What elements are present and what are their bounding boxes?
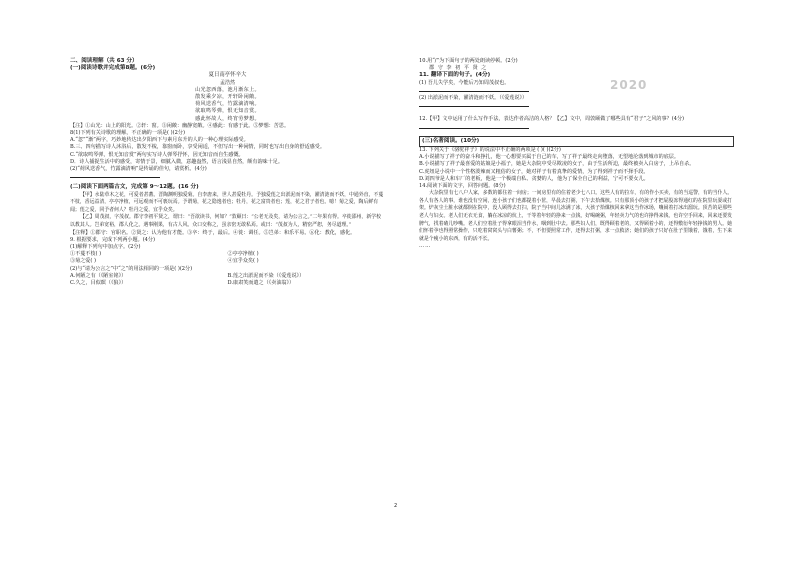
right-column — [419, 58, 734, 528]
q10-sentence: 郡 守 李 初 平 贤 之 — [429, 65, 488, 72]
answer-line[interactable] — [419, 124, 734, 132]
question-11: 11. 翻译下面的句子。(4分) — [419, 72, 491, 79]
option: D.刘四爷是人和车厂的老板，他是一个极端自私、贪婪的人，他为了保全自己的利益，宁可不要女儿。 — [419, 175, 649, 182]
option[interactable]: B.莲之出淤泥而不染（《爱莲说》） — [227, 272, 305, 279]
poem-title: 夏日南亭怀辛大 — [208, 72, 247, 79]
ellipsis: …… — [419, 243, 432, 250]
q9-word-grid — [70, 251, 385, 265]
exam-sheet — [70, 58, 734, 528]
left-column — [70, 58, 385, 528]
question-10: 10.用“/”为下面句子的两处朗读停顿。(2分) — [419, 58, 518, 64]
poem-note: 【注】①山光：山上的阳光。②轩：窗。③闲敞：幽静宽敞。④感此：有感于此。⑤梦想：苦思。 — [70, 122, 290, 129]
question-9: 9. 根据要求，完成下列两小题。(4分) — [70, 236, 156, 243]
q11-item: (2) 出淤泥而不染，濯清涟而不妖。（《爱莲说》） — [419, 95, 528, 102]
question-8a: 8(1)下列有关诗歌的理解，不正确的一项是( )(2分) — [70, 130, 185, 137]
poem-line: 欲取鸣琴弹，恨无知音赏。 — [195, 108, 260, 115]
section-3-title: (三)名著阅读。(10分) — [422, 137, 480, 144]
poem-line: 感此怀故人，终宵劳梦想。 — [195, 115, 260, 122]
poem-part-title: (一)阅读诗歌并完成第8题。(6分) — [70, 65, 156, 72]
answer-line[interactable] — [419, 87, 734, 95]
answer-line[interactable] — [70, 173, 385, 181]
option: A.“忽”“渐”两字，巧妙地传达出夕阳西下与素月东升的人的一种心理实际感受。 — [70, 137, 249, 144]
q9-word[interactable]: ①不蔓不枝( ) — [70, 251, 102, 258]
poem-line: 散发乘夕凉，开轩卧闲敞。 — [195, 94, 260, 101]
answer-line[interactable] — [419, 102, 734, 110]
passage-b: 【乙】周茂叔，字茂叔。郡守李初平贤之，谓曰：“吾欲读书，何如？”敦颐曰：“公老无及矣，请为公言之。”二年果有得。卒徙邵州，新学校以教其人。岂弟宽裕，郡人化之。遇事刚果，有古人风。众口交称之，虽亲密无敢私焉。或曰：“茂叔为人，精密严恕，务尽道理。” — [70, 214, 381, 229]
option: D．诗人捕捉生活中的感受，寄情于景，细腻入微，意趣盎然，语言浅显自然，颇有韵味十足。 — [70, 158, 283, 165]
q9-word[interactable]: ②亭亭净植( ) — [227, 251, 259, 258]
option[interactable]: A.何陋之有（《陋室铭》） — [70, 272, 127, 279]
option[interactable]: D.康肃笑而遣之（《卖油翁》） — [227, 280, 295, 287]
question-9-sub2: (2)与“请为公言之”中“之”的用法相同的一项是( )(2分) — [70, 265, 193, 272]
poem-line: 山光忽西落，池月渐东上。 — [195, 86, 260, 93]
question-13: 13. 下列关于《骆驼祥子》的说法中不正确的两项是 ( )( )(2分) — [419, 147, 561, 154]
bleed-through-text: 2020 — [610, 78, 648, 92]
question-9-sub1: (1)解释下列句中加点字。(2分) — [70, 244, 141, 251]
option: B.三、四句描写诗人沐浴后，散发不梳，靠窗而卧，享受闲适，不但写出一种闲情，同时也写出自身的舒适感受。 — [70, 144, 325, 151]
passage-b-note: 【注释】①郡守：官职名。②贤之：认为他有才能。③卒：终于，最后。④徙：调任。⑤岂弟：和乐平易。⑥化：教化，感化。 — [70, 229, 356, 236]
question-14: 14.阅读下面的文字，回答问题。(8分) — [419, 183, 506, 190]
section-title: 二、阅读理解（共 63 分） — [70, 58, 138, 64]
poem-author: 孟浩然 — [219, 79, 235, 86]
option: B.小说描写了祥子最喜爱的姑娘是小福子，她是大杂院中受尽欺凌的女子，由于生活所迫，最终被卖入白房子，上吊自杀。 — [419, 161, 695, 168]
poem-line: 荷风送香气，竹露滴清响。 — [195, 101, 260, 108]
section-3-box — [419, 136, 734, 147]
option: A.小说描写了祥子的奋斗和挣扎，他一心想要买属于自己的车，写了祥子最终走向堕落，无望地沦落到城市的底层。 — [419, 154, 679, 161]
q14-passage: 大杂院里有七八户人家，多数的都住着一间房；一间房里有的住着老少七八口。这些人有的拉车，有的作小买卖，有的当巡警，有的当仆人。各人有各人的事，谁也没有空闲，连小孩子们也都提着小筐，早晨去打粥，下午去拾煤核。只有那顶小的孩子才把屁股冻得通红的在院里玩耍或打架。炉灰尘土脏水就都倒在院中，没人顾得去打扫，院子当中间儿冻满了冰，大孩子拾煤核回来拿这当作冰场，嚷闹着打冰出溜玩。顶苦的是那些老人与妇女。老人们无衣无食，躺在冰凉的炕上，干等着年轻的挣来一点钱，好喝碗粥，年轻卖力气的也许挣得来钱，也许空手回来，回来还要发脾气，找着碴儿吵嘴。老人们空着肚子得拿眼泪当作水，咽到肚中去。那些妇人们，既得顾着老的，又得顾着小的，还得敷衍年轻挣钱的男人。她们怀着孕也得照常操作，只吃着窝窝头与白薯粥；不，不但要照常工作，还得去打粥，求一点救济；她们的孩子只好在肚子里饿着，饿着，生下来就是个瘦小的东西，有的活不长。 — [419, 190, 733, 242]
passage-a: 【甲】水陆草木之花，可爱者甚蕃。晋陶渊明独爱菊。自李唐来，世人甚爱牡丹。予独爱莲之出淤泥而不染，濯清涟而不妖，中通外直，不蔓不枝，香远益清，亭亭净植，可远观而不可亵玩焉。予谓菊，花之隐逸者也；牡丹，花之富贵者也；莲，花之君子者也。噫！菊之爱，陶后鲜有闻；莲之爱，同予者何人？牡丹之爱，宜乎众矣。 — [70, 191, 384, 213]
page-number: 2 — [394, 503, 398, 509]
q9-word[interactable]: ④宜乎众矣( ) — [227, 258, 259, 265]
option: C.“欲取鸣琴弹，恨无知音赏”两句实写诗人弹琴抒怀，因无知音而自生感慨。 — [70, 151, 244, 158]
q11-item: (1) 吾儿失学矣，今能后乃知周茂叔也。 — [419, 79, 510, 86]
question-12: 12.【甲】文中运用了什么写作手法，表达作者高洁的人格？【乙】文中，周敦颐做了哪些具有“君子”之风的事？(4分) — [419, 116, 685, 123]
classical-part-title: (二)阅读下面两篇古文，完成第 9～12题。(16 分) — [70, 184, 199, 191]
q9-options-grid — [70, 273, 385, 287]
option[interactable]: C.久之，目似瞑（《狼》） — [70, 280, 127, 287]
option: C.虎妞是小说中一个性格泼辣而又粗俗的女子，她对祥子有着真挚的爱情，为了得到祥子而不择手段。 — [419, 168, 649, 175]
question-8b: (2)“荷风送香气，竹露滴清响”是传诵的佳句，请赏析。(4分) — [70, 166, 207, 173]
q9-word[interactable]: ③菊之爱( ) — [70, 258, 96, 265]
